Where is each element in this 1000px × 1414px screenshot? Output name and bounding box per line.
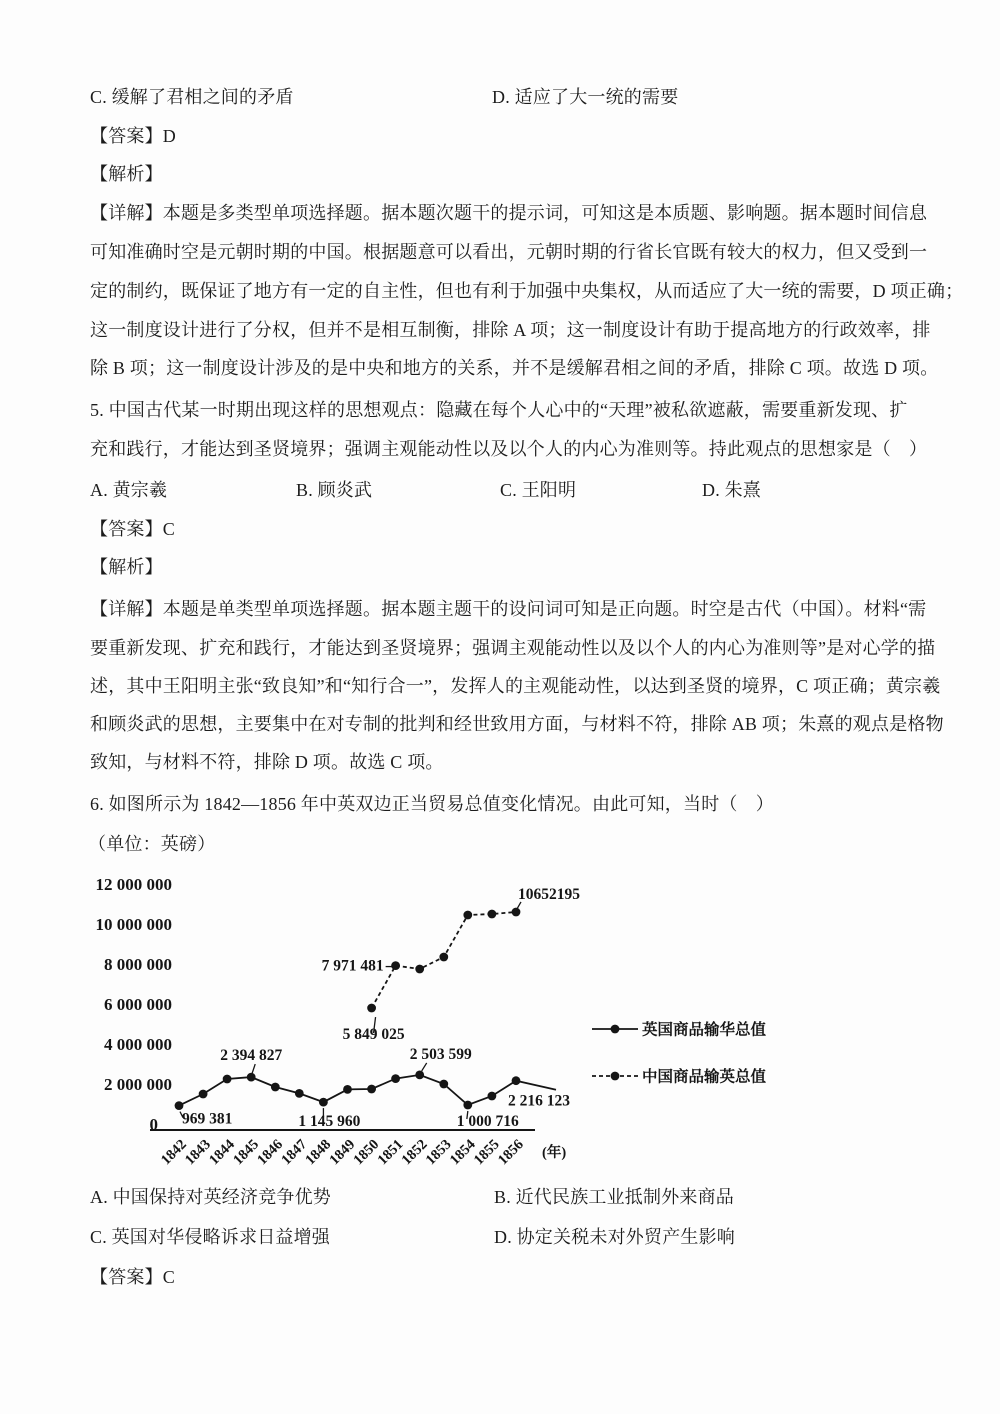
q5-detail-line: 述，其中王阳明主张“致良知”和“知行合一”，发挥人的主观能动性，以达到圣贤的境界，C 项正确；黄宗羲 <box>90 676 941 696</box>
q4-detail-line: 可知准确时空是元朝时期的中国。根据题意可以看出，元朝时期的行省长官既有较大的权力，但又受到一 <box>90 242 928 262</box>
x-axis-year-label: 1842 <box>158 1136 190 1169</box>
data-point-uk <box>199 1090 208 1099</box>
x-axis-year-label: 1843 <box>182 1136 214 1169</box>
legend-marker-uk <box>611 1025 620 1034</box>
y-axis-tick-label: 8 000 000 <box>104 955 172 974</box>
data-point-cn <box>391 961 400 970</box>
data-point-uk <box>223 1075 232 1084</box>
value-annotation: 969 381 <box>182 1110 233 1128</box>
q4-detail-line: 除 B 项；这一制度设计涉及的是中央和地方的关系，并不是缓解君相之间的矛盾，排除 C 项。故选 D 项。 <box>90 358 939 378</box>
data-point-uk <box>463 1101 472 1110</box>
q4-analysis-line: 【解析】 <box>90 164 163 184</box>
data-point-uk <box>367 1085 376 1094</box>
x-axis-year-label: 1845 <box>230 1136 263 1169</box>
value-annotation: 1 000 716 <box>456 1113 519 1130</box>
q5-stem-line: 5. 中国古代某一时期出现这样的思想观点：隐藏在每个人心中的“天理”被私欲遮蔽，需要重新发现、扩 <box>90 400 908 420</box>
q4-detail-line: 【详解】本题是多类型单项选择题。据本题次题干的提示词，可知这是本质题、影响题。据本题时间信息 <box>90 203 928 223</box>
x-axis-year-label: 1856 <box>494 1136 527 1169</box>
trade-line-chart <box>70 860 930 1175</box>
q6-stem: 6. 如图所示为 1842—1856 年中英双边正当贸易总值变化情况。由此可知，当时（ ） <box>90 794 774 814</box>
legend-marker-cn <box>611 1072 620 1081</box>
annotation-leader-line <box>252 1064 255 1073</box>
data-point-uk <box>391 1074 400 1083</box>
value-annotation: 5 849 025 <box>342 1026 405 1043</box>
x-axis-year-label: 1850 <box>350 1136 383 1169</box>
value-annotation: 1 145 960 <box>298 1113 361 1131</box>
x-axis-unit-label: (年) <box>542 1145 567 1161</box>
data-point-uk <box>247 1073 256 1082</box>
q5-option-a: A. 黄宗羲 <box>90 480 168 500</box>
y-axis-tick-label: 10 000 000 <box>95 915 172 934</box>
q5-answer-line: 【答案】C <box>90 519 176 539</box>
y-axis-tick-label: 4 000 000 <box>104 1035 172 1054</box>
data-point-cn <box>488 910 497 919</box>
data-point-uk <box>271 1083 280 1092</box>
q6-option-c: C. 英国对华侵略诉求日益增强 <box>90 1227 331 1247</box>
data-point-cn <box>415 965 424 974</box>
q5-detail-line: 致知，与材料不符，排除 D 项。故选 C 项。 <box>90 752 444 772</box>
q5-detail-line: 和顾炎武的思想，主要集中在对专制的批判和经世致用方面，与材料不符，排除 AB 项；朱熹的观点是格物 <box>90 714 944 734</box>
q4-option-c: C. 缓解了君相之间的矛盾 <box>90 87 294 107</box>
x-axis-year-label: 1849 <box>326 1136 359 1169</box>
x-axis-year-label: 1851 <box>374 1136 407 1169</box>
value-annotation: 2 216 123 <box>508 1092 570 1110</box>
data-point-uk <box>488 1092 497 1101</box>
data-point-uk <box>175 1101 184 1110</box>
value-annotation: 2 503 599 <box>409 1045 472 1063</box>
value-annotation: 10652195 <box>518 886 580 903</box>
legend-label-uk: 英国商品输华总值 <box>642 1021 767 1039</box>
annotation-leader-line <box>517 902 521 909</box>
value-annotation: 7 971 481 <box>321 957 384 975</box>
q5-stem-line: 充和践行，才能达到圣贤境界；强调主观能动性以及以个人的内心为准则等。持此观点的思想家是（ ） <box>90 439 928 459</box>
data-point-uk <box>319 1098 328 1107</box>
x-axis-year-label: 1844 <box>206 1136 238 1169</box>
q4-answer-line: 【答案】D <box>90 126 176 146</box>
data-point-uk <box>343 1085 352 1094</box>
q4-detail-line: 定的制约，既保证了地方有一定的自主性，但也有利于加强中央集权，从而适应了大一统的需要，D 项正确； <box>90 281 964 301</box>
data-point-cn <box>512 908 521 917</box>
q5-detail-line: 要重新发现、扩充和践行，才能达到圣贤境界；强调主观能动性以及以个人的内心为准则等”是对心学的描 <box>90 638 936 658</box>
x-axis-year-label: 1852 <box>398 1136 431 1169</box>
x-axis-year-label: 1854 <box>446 1136 479 1169</box>
q5-analysis-line: 【解析】 <box>90 557 163 577</box>
data-point-uk <box>295 1089 304 1098</box>
q5-option-b: B. 顾炎武 <box>296 480 373 500</box>
data-point-uk <box>512 1076 521 1085</box>
q6-unit-label: （单位：英磅） <box>88 834 216 854</box>
x-axis-year-label: 1855 <box>470 1136 503 1169</box>
q6-answer-line: 【答案】C <box>90 1267 176 1287</box>
q4-detail-line: 这一制度设计进行了分权，但并不是相互制衡，排除 A 项；这一制度设计有助于提高地方的行政效率，排 <box>90 320 931 340</box>
x-axis-year-label: 1848 <box>302 1136 335 1169</box>
y-axis-tick-label: 6 000 000 <box>104 995 172 1014</box>
y-axis-tick-label: 2 000 000 <box>104 1075 172 1094</box>
q5-detail-line: 【详解】本题是单类型单项选择题。据本题主题干的设问词可知是正向题。时空是古代（中国）。材料“需 <box>90 599 927 619</box>
q6-option-a: A. 中国保持对英经济竞争优势 <box>90 1187 331 1207</box>
data-point-uk <box>439 1080 448 1089</box>
q6-option-d: D. 协定关税未对外贸产生影响 <box>494 1227 735 1247</box>
y-axis-tick-label: 0 <box>149 1115 158 1134</box>
value-annotation: 2 394 827 <box>220 1047 283 1065</box>
q5-option-c: C. 王阳明 <box>500 480 577 500</box>
x-axis-year-label: 1846 <box>254 1136 287 1169</box>
x-axis-year-label: 1853 <box>422 1136 455 1169</box>
x-axis-year-label: 1847 <box>278 1136 311 1169</box>
data-point-uk <box>415 1071 424 1080</box>
legend-label-cn: 中国商品输英总值 <box>642 1068 767 1086</box>
data-point-cn <box>463 911 472 920</box>
annotation-leader-line <box>422 1063 427 1071</box>
data-point-cn <box>439 953 448 962</box>
q4-option-d: D. 适应了大一统的需要 <box>492 87 679 107</box>
y-axis-tick-label: 12 000 000 <box>95 875 172 894</box>
data-point-cn <box>367 1004 376 1013</box>
q6-option-b: B. 近代民族工业抵制外来商品 <box>494 1187 735 1207</box>
q5-option-d: D. 朱熹 <box>702 480 761 500</box>
